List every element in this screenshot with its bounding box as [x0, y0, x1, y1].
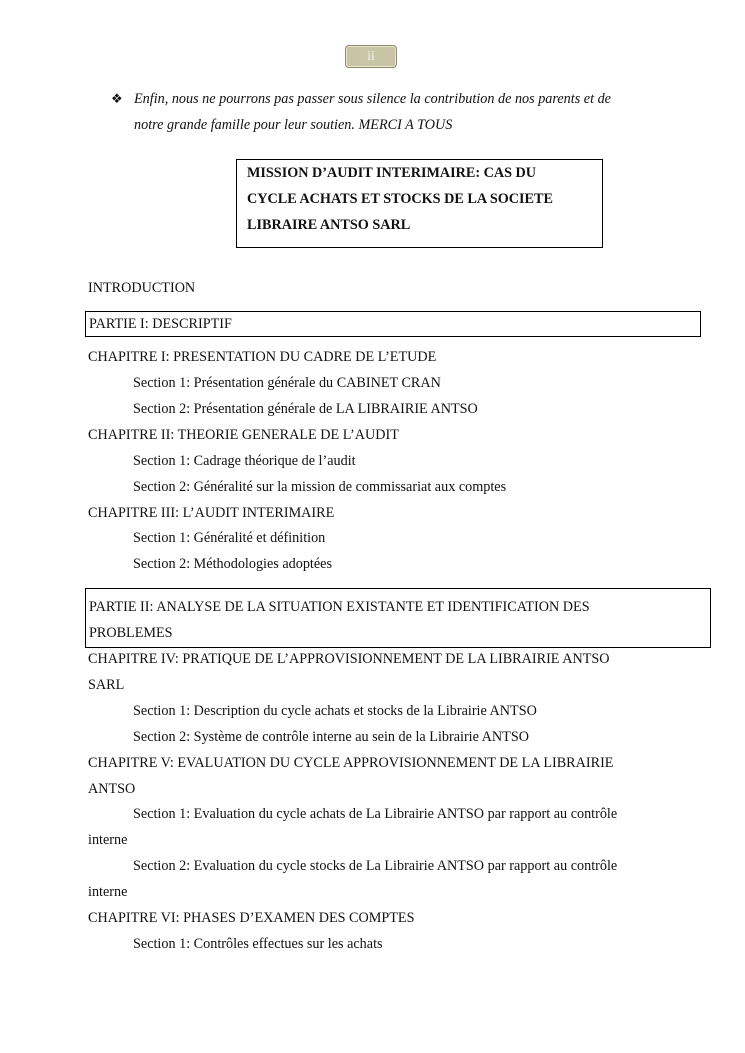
toc-ch1-section-2: Section 2: Présentation générale de LA LIBRAIRIE ANTSO	[133, 401, 478, 417]
toc-ch5-section-2-line-2: interne	[88, 884, 128, 900]
toc-ch6-section-1: Section 1: Contrôles effectues sur les achats	[133, 936, 383, 952]
toc-chapter-6: CHAPITRE VI: PHASES D’EXAMEN DES COMPTES	[88, 910, 415, 926]
toc-chapter-4-line-2: SARL	[88, 677, 125, 693]
part-1-box	[85, 311, 701, 337]
toc-ch3-section-2: Section 2: Méthodologies adoptées	[133, 556, 332, 572]
toc-ch4-section-2: Section 2: Système de contrôle interne au sein de la Librairie ANTSO	[133, 729, 529, 745]
title-line-2: CYCLE ACHATS ET STOCKS DE LA SOCIETE	[247, 191, 553, 207]
toc-ch5-section-1-line-2: interne	[88, 832, 128, 848]
toc-ch5-section-1-line-1: Section 1: Evaluation du cycle achats de La Librairie ANTSO par rapport au contrôle	[133, 806, 618, 822]
toc-ch4-section-1: Section 1: Description du cycle achats et stocks de la Librairie ANTSO	[133, 703, 537, 719]
toc-part-1: PARTIE I: DESCRIPTIF	[89, 316, 232, 332]
toc-chapter-3: CHAPITRE III: L’AUDIT INTERIMAIRE	[88, 505, 335, 521]
toc-part-2-line-2: PROBLEMES	[89, 625, 173, 641]
toc-part-2-line-1: PARTIE II: ANALYSE DE LA SITUATION EXISTANTE ET IDENTIFICATION DES	[89, 599, 590, 615]
page-number: ii	[345, 45, 397, 68]
toc-ch3-section-1: Section 1: Généralité et définition	[133, 530, 326, 546]
toc-ch2-section-2: Section 2: Généralité sur la mission de commissariat aux comptes	[133, 479, 507, 495]
toc-chapter-5-line-1: CHAPITRE V: EVALUATION DU CYCLE APPROVISIONNEMENT DE LA LIBRAIRIE	[88, 755, 614, 771]
toc-chapter-1: CHAPITRE I: PRESENTATION DU CADRE DE L’ETUDE	[88, 349, 437, 365]
acknowledgement-line-1: Enfin, nous ne pourrons pas passer sous silence la contribution de nos parents et de	[134, 91, 611, 107]
toc-ch5-section-2-line-1: Section 2: Evaluation du cycle stocks de La Librairie ANTSO par rapport au contrôle	[133, 858, 618, 874]
toc-ch2-section-1: Section 1: Cadrage théorique de l’audit	[133, 453, 356, 469]
toc-introduction: INTRODUCTION	[88, 280, 196, 296]
toc-chapter-5-line-2: ANTSO	[88, 781, 136, 797]
toc-ch1-section-1: Section 1: Présentation générale du CABINET CRAN	[133, 375, 441, 391]
title-box	[236, 159, 603, 248]
toc-chapter-4-line-1: CHAPITRE IV: PRATIQUE DE L’APPROVISIONNEMENT DE LA LIBRAIRIE ANTSO	[88, 651, 610, 667]
acknowledgement-line-2: notre grande famille pour leur soutien. MERCI A TOUS	[134, 117, 453, 133]
part-2-box	[85, 588, 711, 648]
diamond-bullet-icon: ❖	[111, 91, 123, 106]
title-line-1: MISSION D’AUDIT INTERIMAIRE: CAS DU	[247, 165, 537, 181]
toc-chapter-2: CHAPITRE II: THEORIE GENERALE DE L’AUDIT	[88, 427, 399, 443]
title-line-3: LIBRAIRE ANTSO SARL	[247, 217, 411, 233]
